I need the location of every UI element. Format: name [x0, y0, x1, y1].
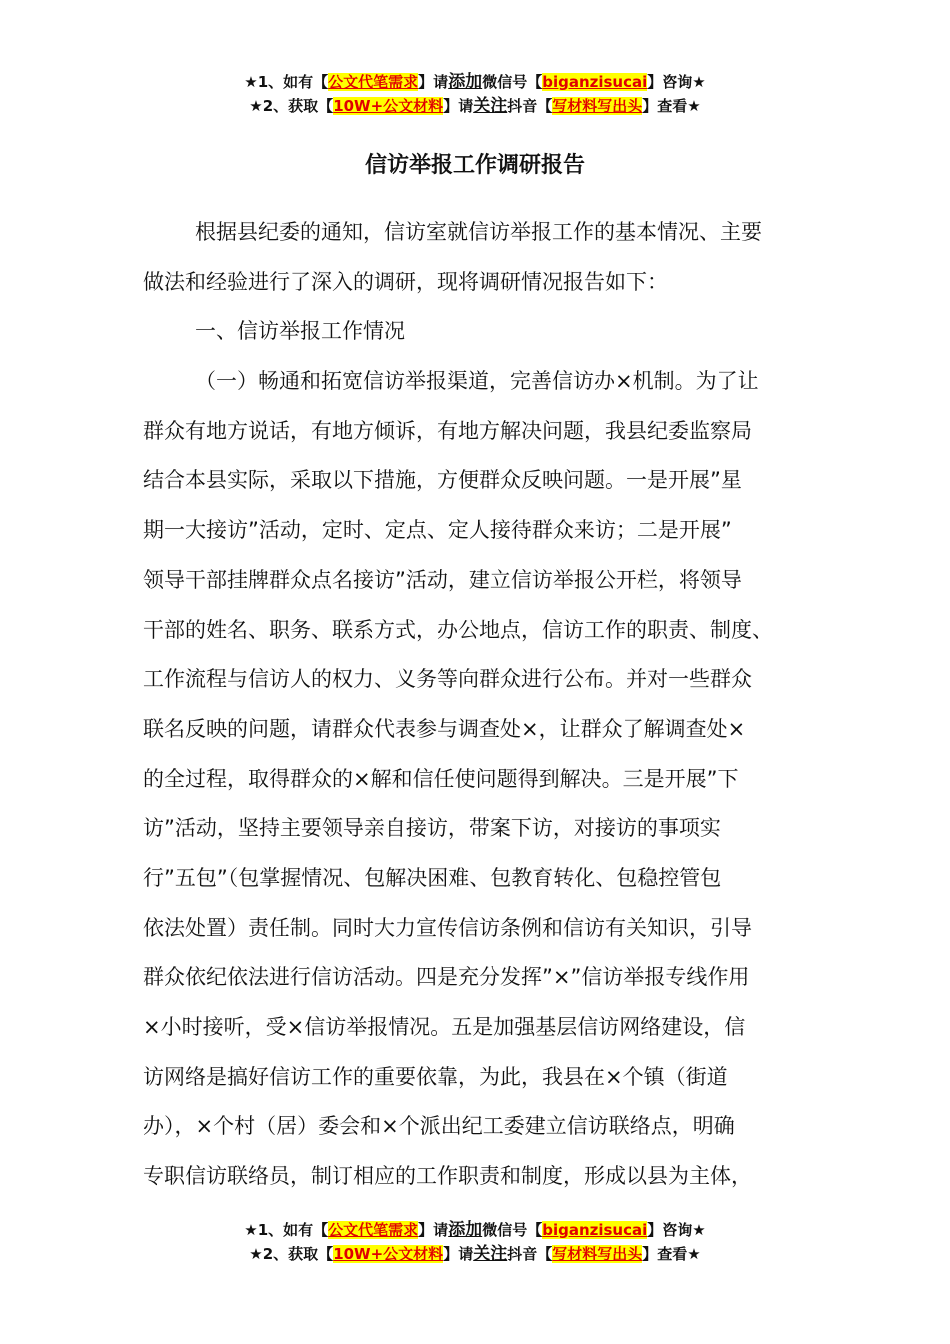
banner-emphasis: 关注 [473, 96, 508, 116]
body-line: 专职信访联络员，制订相应的工作职责和制度，形成以县为主体， [143, 1164, 752, 1189]
banner-line-1 [0, 1218, 950, 1242]
banner-highlight: biganzisucai [542, 1221, 648, 1239]
top-banner [0, 70, 950, 118]
banner-highlight: 公文代笔需求 [328, 73, 419, 91]
body-line: 群众依纪依法进行信访活动。四是充分发挥”×”信访举报专线作用 [143, 965, 750, 990]
banner-line-1 [0, 70, 950, 94]
body-line: 访”活动，坚持主要领导亲自接访，带案下访，对接访的事项实 [143, 816, 721, 841]
body-line: 的全过程，取得群众的×解和信任使问题得到解决。三是开展”下 [143, 766, 739, 791]
banner-text: 】咨询★ [647, 1221, 706, 1239]
body-line: 工作流程与信访人的权力、义务等向群众进行公布。并对一些群众 [143, 667, 752, 692]
body-line: 做法和经验进行了深入的调研，现将调研情况报告如下： [143, 269, 668, 294]
body-line: 联名反映的问题，请群众代表参与调查处×，让群众了解调查处× [143, 716, 746, 741]
banner-emphasis: 关注 [473, 1244, 508, 1264]
banner-highlight: 写材料写出头 [552, 1245, 643, 1263]
banner-emphasis: 添加 [448, 1220, 483, 1240]
body-line: 办），×个村（居）委会和×个派出纪工委建立信访联络点，明确 [143, 1114, 735, 1139]
banner-highlight: 写材料写出头 [552, 97, 643, 115]
body-line: 访网络是搞好信访工作的重要依靠，为此，我县在×个镇（街道 [143, 1064, 728, 1089]
banner-text: ★2、获取【 [249, 97, 334, 115]
banner-highlight: 10W+公文材料 [333, 1245, 444, 1263]
banner-highlight: 10W+公文材料 [333, 97, 444, 115]
body-line: 行”五包”（包掌握情况、包解决困难、包教育转化、包稳控管包 [143, 865, 722, 890]
banner-text: 微信号【 [482, 1221, 543, 1239]
body-line: 期一大接访”活动，定时、定点、定人接待群众来访；二是开展” [143, 518, 732, 543]
document-title: 信访举报工作调研报告 [364, 153, 585, 178]
banner-emphasis: 添加 [448, 72, 483, 92]
body-line: 领导干部挂牌群众点名接访”活动，建立信访举报公开栏，将领导 [143, 567, 742, 592]
body-line: 一、信访举报工作情况 [195, 319, 405, 344]
banner-text: 】查看★ [642, 1245, 701, 1263]
banner-text: 】查看★ [642, 97, 701, 115]
body-line: 群众有地方说话，有地方倾诉，有地方解决问题，我县纪委监察局 [143, 418, 752, 443]
banner-text: ★1、如有【 [244, 73, 329, 91]
banner-text: 抖音【 [507, 1245, 553, 1263]
banner-text: 】咨询★ [647, 73, 706, 91]
body-line: 依法处置）责任制。同时大力宣传信访条例和信访有关知识，引导 [143, 915, 752, 940]
banner-text: 】请 [418, 73, 449, 91]
banner-line-2 [0, 94, 950, 118]
banner-line-2 [0, 1242, 950, 1266]
body-line: 结合本县实际，采取以下措施，方便群众反映问题。一是开展”星 [143, 468, 742, 493]
body-line: （一）畅通和拓宽信访举报渠道，完善信访办×机制。为了让 [195, 369, 759, 394]
banner-text: 】请 [418, 1221, 449, 1239]
banner-text: 微信号【 [482, 73, 543, 91]
body-line: 根据县纪委的通知，信访室就信访举报工作的基本情况、主要 [195, 220, 762, 244]
banner-text: ★1、如有【 [244, 1221, 329, 1239]
body-line: ×小时接听，受×信访举报情况。五是加强基层信访网络建设，信 [143, 1015, 746, 1039]
bottom-banner [0, 1218, 950, 1266]
document-body [143, 208, 813, 1202]
banner-text: 】请 [443, 97, 474, 115]
banner-text: ★2、获取【 [249, 1245, 334, 1263]
body-line: 干部的姓名、职务、联系方式，办公地点，信访工作的职责、制度、 [143, 617, 773, 642]
banner-text: 】请 [443, 1245, 474, 1263]
banner-text: 抖音【 [507, 97, 553, 115]
banner-highlight: biganzisucai [542, 73, 648, 91]
banner-highlight: 公文代笔需求 [328, 1221, 419, 1239]
